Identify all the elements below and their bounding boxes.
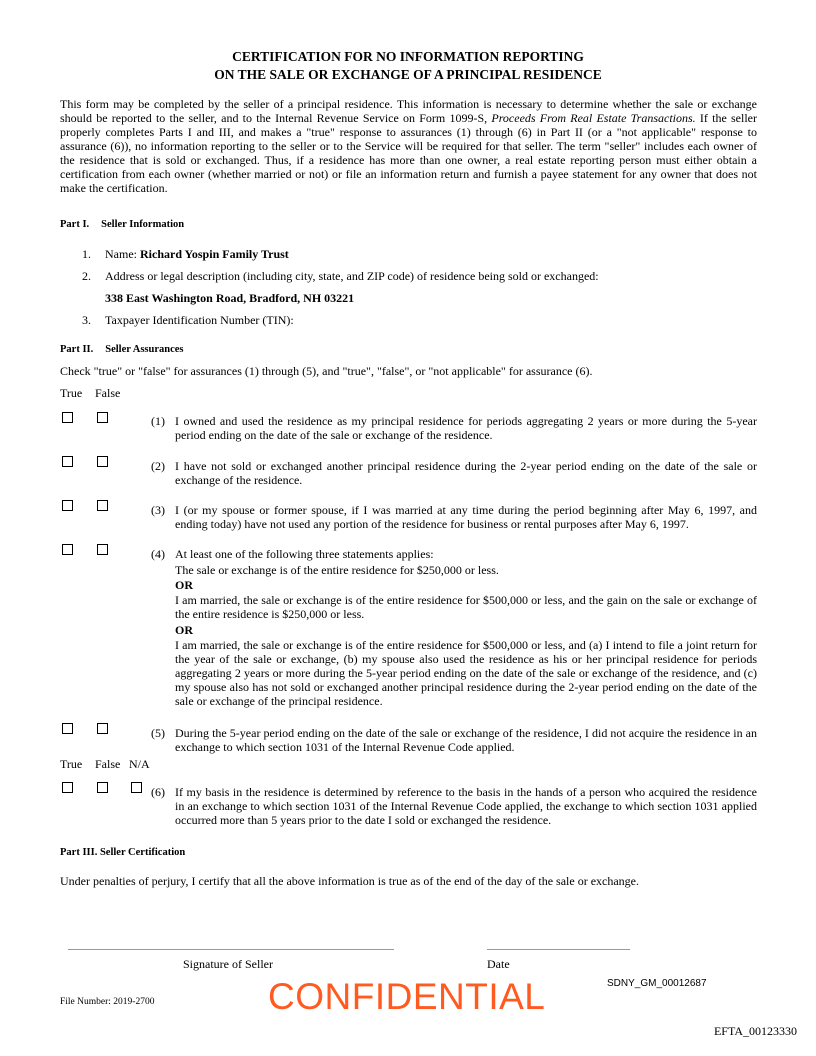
a6-text: If my basis in the residence is determined by reference to the basis in the hands of a person who acquired the residence in an exchange to which section 1031 of the Internal Revenue Code applied, the exchange to which section 1031 applied occurred more than 5 years prior to the date I sold or exchanged the residence. bbox=[175, 785, 757, 827]
part2-instruction: Check "true" or "false" for assurances (1) through (5), and "true", "false", or "not applicable" for assurance (6). bbox=[60, 364, 593, 378]
a5-true-checkbox[interactable] bbox=[62, 723, 73, 734]
a3-number: (3) bbox=[151, 503, 165, 517]
intro-paragraph bbox=[60, 97, 757, 195]
a3-true-checkbox[interactable] bbox=[62, 500, 73, 511]
part2-heading bbox=[60, 343, 184, 357]
part1-title: Seller Information bbox=[101, 219, 185, 230]
a4-block bbox=[175, 547, 757, 708]
a2-true-checkbox[interactable] bbox=[62, 456, 73, 467]
col-header-true-6: True bbox=[60, 757, 83, 771]
certification-statement: Under penalties of perjury, I certify that all the above information is true as of the end of the day of the sale or exchange. bbox=[60, 874, 640, 888]
a3-false-checkbox[interactable] bbox=[97, 500, 108, 511]
a6-number: (6) bbox=[151, 785, 165, 799]
col-header-true: True bbox=[60, 386, 83, 400]
form-title-line-2: ON THE SALE OR EXCHANGE OF A PRINCIPAL RESIDENCE bbox=[214, 67, 602, 82]
part1-label: Part I. bbox=[60, 219, 90, 230]
tin-label: Taxpayer Identification Number (TIN): bbox=[105, 313, 294, 327]
a5-number: (5) bbox=[151, 726, 165, 740]
a4-number: (4) bbox=[151, 547, 165, 561]
col-header-na: N/A bbox=[129, 757, 150, 771]
a5-false-checkbox[interactable] bbox=[97, 723, 108, 734]
a4-false-checkbox[interactable] bbox=[97, 544, 108, 555]
intro-text-end: If the seller properly completes Parts I and III, and makes a "true" response to assurances (1) through (6) in Part II (or a "not applicable" response to assurance (6)), no information reporting to the seller or to the Service will be required for that seller. The term "seller" includes each owner of the residence that is sold or exchanged. Thus, if a residence has more than one owner, a real estate reporting person must either obtain a certification from each owner (whether married or not) or file an information return and furnish a payee statement for any owner that does not make the certification. bbox=[60, 111, 757, 195]
seller-signature-line[interactable] bbox=[68, 949, 394, 950]
col-header-false-6: False bbox=[95, 757, 121, 771]
a6-false-checkbox[interactable] bbox=[97, 782, 108, 793]
a1-true-checkbox[interactable] bbox=[62, 412, 73, 423]
a6-true-checkbox[interactable] bbox=[62, 782, 73, 793]
a2-number: (2) bbox=[151, 459, 165, 473]
a5-text: During the 5-year period ending on the date of the sale or exchange of the residence, I did not acquire the residence in an exchange to which section 1031 of the Internal Revenue Code applied. bbox=[175, 726, 757, 754]
intro-form-title: Proceeds From Real Estate Transactions. bbox=[491, 111, 696, 125]
date-line[interactable] bbox=[487, 949, 630, 950]
a1-text: I owned and used the residence as my principal residence for periods aggregating 2 years or more during the 5-year period ending on the date of the sale or exchange of the residence. bbox=[175, 414, 757, 442]
address-value: 338 East Washington Road, Bradford, NH 03221 bbox=[105, 291, 355, 305]
a2-text: I have not sold or exchanged another principal residence during the 2-year period ending on the date of the sale or exchange of the residence. bbox=[175, 459, 757, 487]
intro-text-start: This form may be completed by the seller of a principal residence. This information is necessary to determine whether the sale or exchange should be reported to the seller, and to the Internal Revenue Service on Form 1099-S, bbox=[60, 97, 757, 125]
item3-number: 3. bbox=[82, 313, 91, 327]
part2-title: Seller Assurances bbox=[105, 344, 184, 355]
efta-number: EFTA_00123330 bbox=[713, 1024, 797, 1038]
a4-statement-3: I am married, the sale or exchange is of the entire residence for $500,000 or less, and (a) I intend to file a joint return for the year of the sale or exchange, (b) my spouse also used the residence as his or her principal residence for periods aggregating 2 years or more during the 5-year period ending on the date of the sale or exchange of the residence, and (c) my spouse also has not sold or exchanged another principal residence during the 2-year period ending on the date of the sale or exchange of the principal residence. bbox=[175, 638, 757, 708]
file-number: File Number: 2019-2700 bbox=[60, 997, 155, 1007]
part3-title: Seller Certification bbox=[99, 847, 186, 858]
a4-true-checkbox[interactable] bbox=[62, 544, 73, 555]
a1-false-checkbox[interactable] bbox=[97, 412, 108, 423]
a4-intro: At least one of the following three statements applies: bbox=[175, 547, 434, 561]
a1-number: (1) bbox=[151, 414, 165, 428]
seller-name-row bbox=[105, 247, 289, 261]
seller-name-label: Name: bbox=[105, 247, 137, 261]
a2-false-checkbox[interactable] bbox=[97, 456, 108, 467]
item2-number: 2. bbox=[82, 269, 91, 283]
part3-heading bbox=[60, 846, 185, 860]
address-label: Address or legal description (including city, state, and ZIP code) of residence being sold or exchanged: bbox=[105, 269, 599, 283]
a4-statement-1: The sale or exchange is of the entire residence for $250,000 or less. bbox=[175, 563, 499, 577]
bates-number: SDNY_GM_00012687 bbox=[607, 978, 707, 989]
seller-name-value: Richard Yospin Family Trust bbox=[140, 247, 289, 261]
part2-label: Part II. bbox=[60, 344, 94, 355]
part1-heading bbox=[60, 218, 184, 232]
part3-label: Part III. bbox=[60, 847, 98, 858]
a4-or-1: OR bbox=[175, 578, 193, 592]
a4-or-2: OR bbox=[175, 623, 193, 637]
date-label: Date bbox=[487, 957, 510, 971]
a3-text: I (or my spouse or former spouse, if I was married at any time during the period beginning after May 6, 1997, and ending today) have not used any portion of the residence for business or rental purposes after May 6, 1997. bbox=[175, 503, 757, 531]
a4-statement-2: I am married, the sale or exchange is of the entire residence for $500,000 or less, and the gain on the sale or exchange of the entire residence is $250,000 or less. bbox=[175, 593, 757, 621]
col-header-false: False bbox=[95, 386, 121, 400]
form-title-line-1: CERTIFICATION FOR NO INFORMATION REPORTING bbox=[232, 49, 584, 64]
seller-signature-label: Signature of Seller bbox=[183, 957, 273, 971]
a6-na-checkbox[interactable] bbox=[131, 782, 142, 793]
item1-number: 1. bbox=[82, 247, 91, 261]
confidential-stamp: CONFIDENTIAL bbox=[268, 976, 546, 1017]
